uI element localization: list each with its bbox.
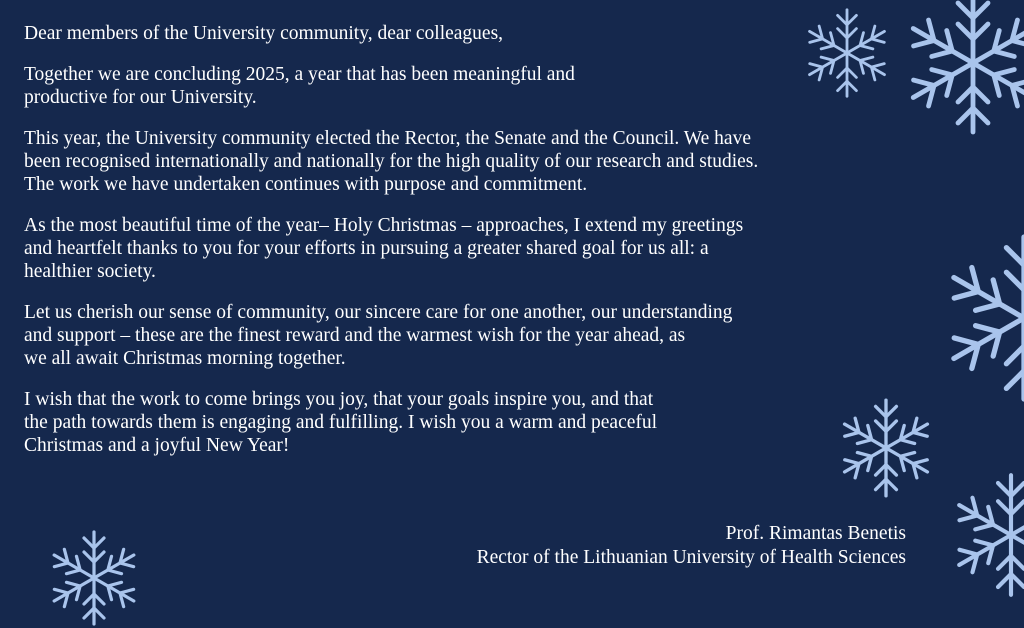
snowflake-icon	[946, 470, 1024, 600]
salutation: Dear members of the University community, dear colleagues,	[24, 23, 504, 44]
letter-body	[24, 22, 924, 475]
signature-block	[477, 522, 906, 570]
snowflake-icon	[800, 6, 894, 100]
snowflake-icon	[936, 230, 1024, 406]
snowflake-icon	[898, 0, 1024, 138]
snowflake-icon	[834, 396, 938, 500]
signature-title: Rector of the Lithuanian University of Health Sciences	[476, 547, 906, 568]
paragraph-4: Let us cherish our sense of community, our sincere care for one another, our understanding and support – these are the finest reward and the warmest wish for the year ahead, as we all await Christmas morning together.	[24, 302, 733, 369]
snowflake-icon	[44, 528, 144, 628]
paragraph-3: As the most beautiful time of the year– Holy Christmas – approaches, I extend my greetings and heartfelt thanks to you for your efforts in pursuing a greater shared goal for us all: a healthier society.	[24, 215, 744, 282]
paragraph-1: Together we are concluding 2025, a year that has been meaningful and productive for our University.	[24, 64, 575, 108]
paragraph-2: This year, the University community elected the Rector, the Senate and the Council. We have been recognised internationally and nationally for the high quality of our research and studies. The work we have undertaken continues with purpose and commitment.	[24, 128, 759, 195]
signature-name: Prof. Rimantas Benetis	[725, 523, 906, 544]
paragraph-5: I wish that the work to come brings you joy, that your goals inspire you, and that the path towards them is engaging and fulfilling. I wish you a warm and peaceful Christmas and a joyful New Year!	[24, 389, 658, 456]
